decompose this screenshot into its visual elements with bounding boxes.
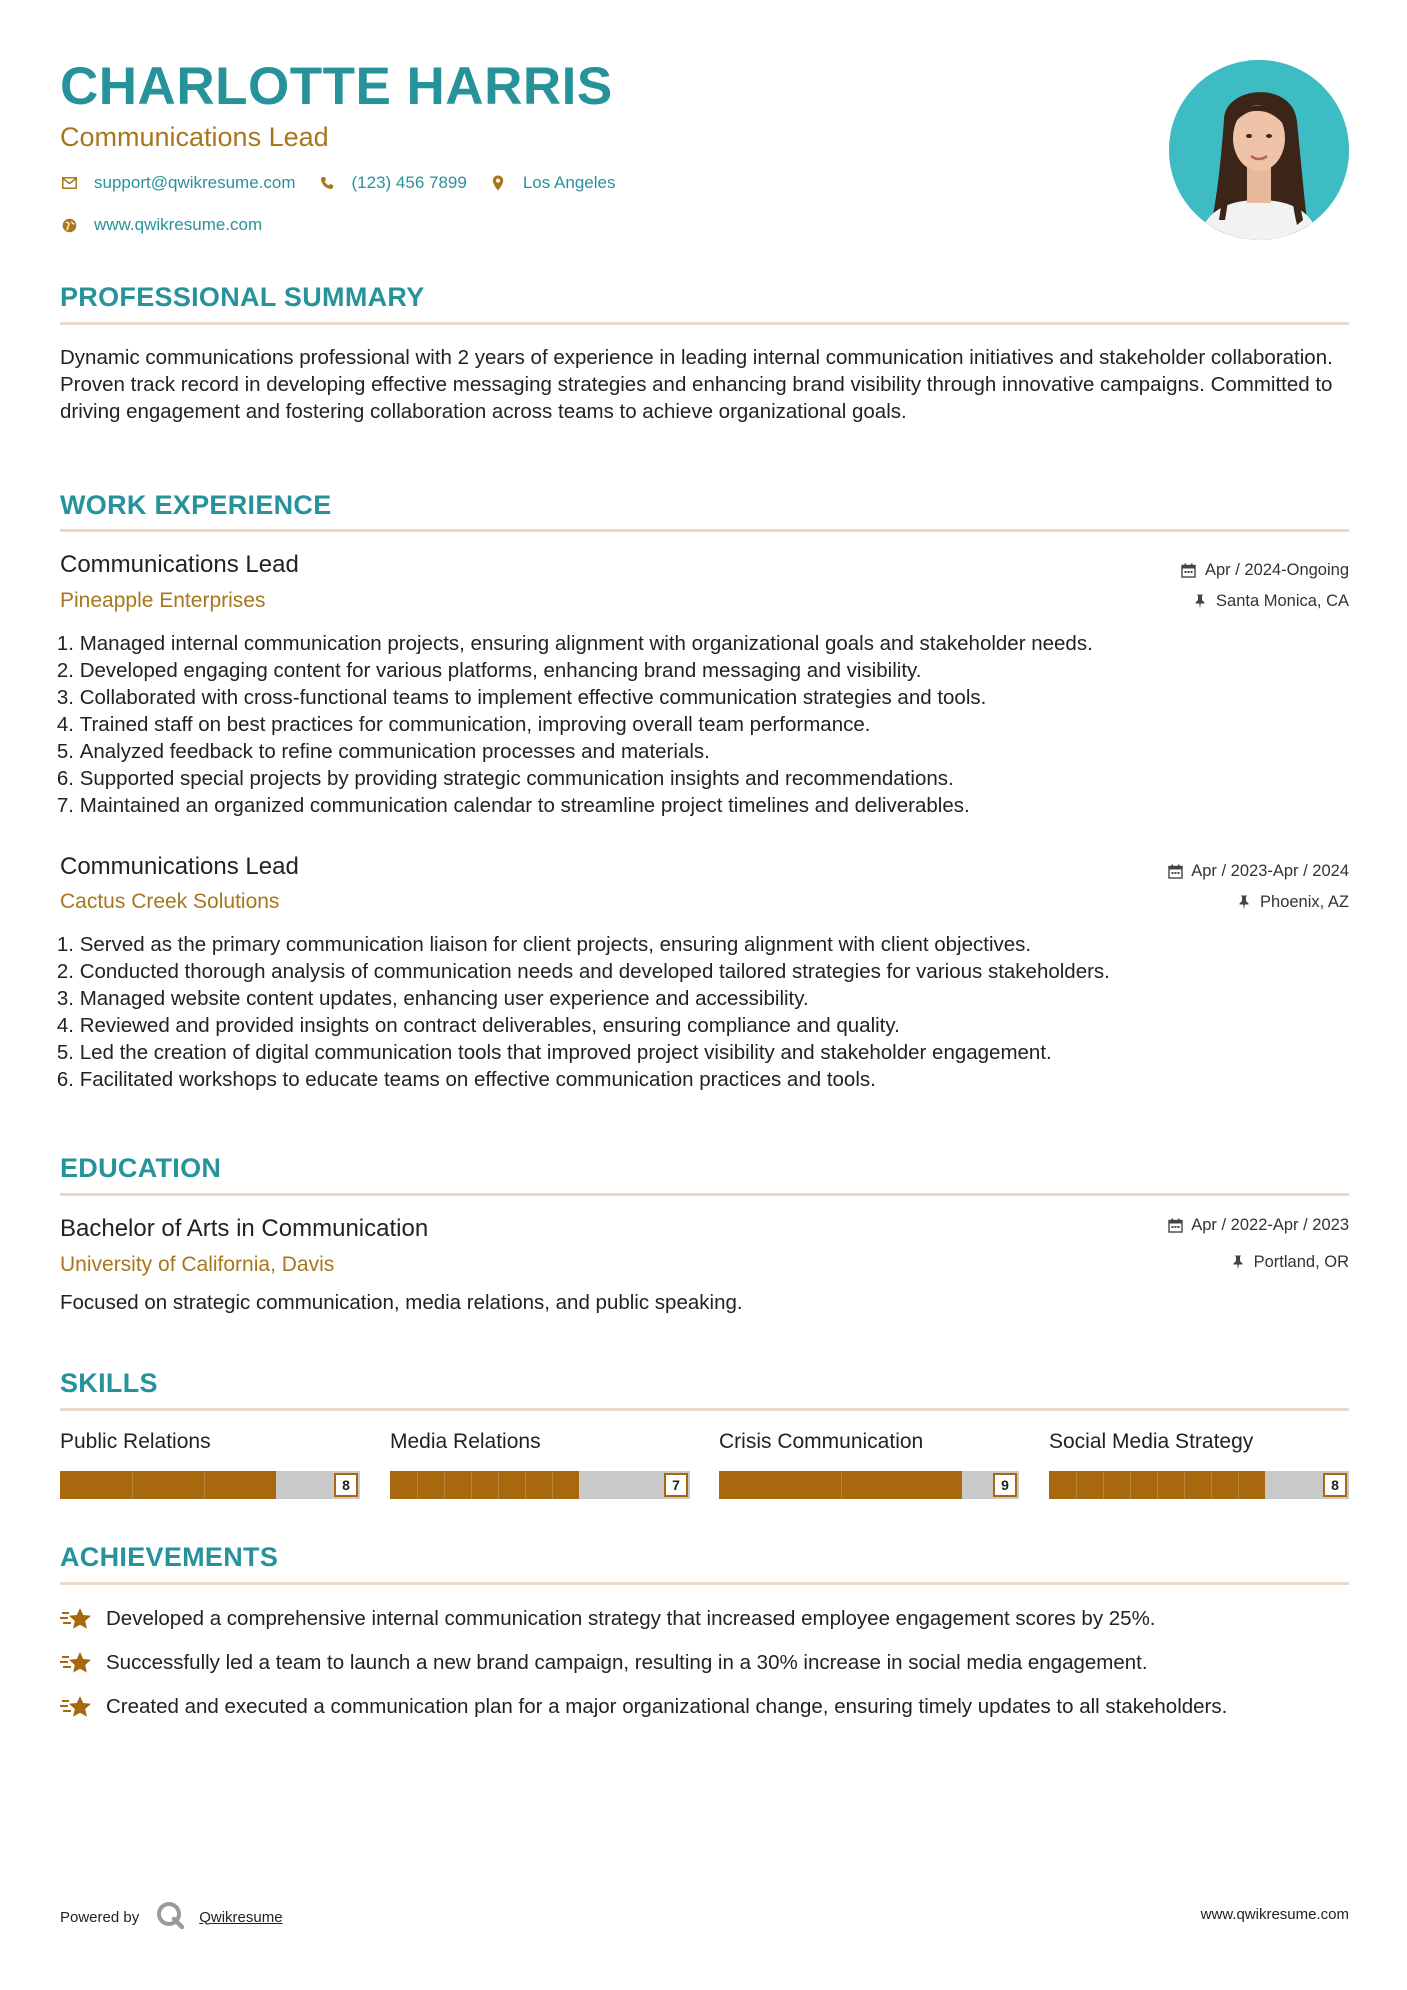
- map-pin-icon: [489, 174, 507, 192]
- profile-photo: [1169, 60, 1349, 240]
- education-dates: [1167, 1216, 1349, 1235]
- footer-powered-by: [60, 1900, 283, 1934]
- candidate-role: Communications Lead: [60, 122, 329, 152]
- list-item: 1. Served as the primary communication liaison for client projects, ensuring alignment with client objectives.: [56, 933, 1032, 956]
- skill-item: [1049, 1430, 1349, 1493]
- email-text: support@qwikresume.com: [94, 173, 296, 192]
- skill-bar-segment: [204, 1471, 205, 1499]
- skill-item: [719, 1430, 1019, 1493]
- qwikresume-logo-icon: [155, 1900, 185, 1934]
- section-title-achievements: ACHIEVEMENTS: [60, 1542, 279, 1572]
- contact-phone[interactable]: [318, 173, 467, 193]
- achievement-text: Created and executed a communication plan for a major organizational change, ensuring timely updates to all stakeholders.: [106, 1695, 1228, 1718]
- skill-bar: [1049, 1471, 1349, 1499]
- skill-bar-fill: [60, 1471, 276, 1499]
- calendar-icon: [1181, 563, 1197, 579]
- achievement-text: Successfully led a team to launch a new brand campaign, resulting in a 30% increase in social media engagement.: [106, 1651, 1148, 1674]
- skill-bar-segment: [1103, 1471, 1104, 1499]
- job-bullets: [56, 630, 1349, 819]
- calendar-icon: [1167, 864, 1183, 880]
- skill-bar-segment: [841, 1471, 842, 1499]
- skill-bar-fill: [719, 1471, 962, 1499]
- pushpin-icon: [1192, 594, 1208, 610]
- skill-name: Media Relations: [390, 1430, 541, 1453]
- education-location: [1230, 1253, 1349, 1272]
- list-item: 7. Maintained an organized communication calendar to streamline project timelines and deliverables.: [56, 794, 970, 817]
- education-school: University of California, Davis: [60, 1253, 335, 1276]
- candidate-name: CHARLOTTE HARRIS: [60, 57, 613, 116]
- skill-level-badge: 9: [993, 1473, 1017, 1497]
- list-item: 1. Managed internal communication projects, ensuring alignment with organizational goals and stakeholder needs.: [56, 632, 1093, 655]
- skill-name: Crisis Communication: [719, 1430, 924, 1453]
- resume-page: [56, 0, 1349, 1990]
- location-text: Los Angeles: [522, 173, 616, 192]
- star-icon: [60, 1649, 94, 1677]
- section-title-experience: WORK EXPERIENCE: [60, 490, 332, 520]
- section-title-skills: SKILLS: [60, 1368, 158, 1398]
- achievement-text: Developed a comprehensive internal communication strategy that increased employee engagement scores by 25%.: [106, 1607, 1156, 1630]
- list-item: 2. Conducted thorough analysis of communication needs and developed tailored strategies for various stakeholders.: [56, 960, 1110, 983]
- job-company: Pineapple Enterprises: [60, 589, 266, 612]
- list-item: 2. Developed engaging content for various platforms, enhancing brand messaging and visibility.: [56, 659, 922, 682]
- calendar-icon: [1167, 1218, 1183, 1234]
- education-location-text: Portland, OR: [1253, 1253, 1349, 1271]
- star-icon: [60, 1693, 94, 1721]
- envelope-icon: [60, 174, 78, 192]
- job-dates: [1181, 561, 1349, 580]
- qwikresume-link[interactable]: Qwikresume: [199, 1908, 283, 1926]
- job-bullets: [56, 931, 1349, 1093]
- pushpin-icon: [1230, 1255, 1246, 1271]
- skill-name: Social Media Strategy: [1049, 1430, 1254, 1453]
- achievement-item: [60, 1693, 1349, 1721]
- job-dates: [1167, 862, 1349, 881]
- education-dates-text: Apr / 2022-Apr / 2023: [1191, 1216, 1349, 1234]
- education-degree: Bachelor of Arts in Communication: [60, 1215, 429, 1242]
- job-company: Cactus Creek Solutions: [60, 890, 280, 913]
- phone-text: (123) 456 7899: [351, 173, 467, 192]
- skill-level-badge: 8: [334, 1473, 358, 1497]
- job-dates-text: Apr / 2023-Apr / 2024: [1191, 862, 1349, 880]
- skill-bar-segment: [1238, 1471, 1239, 1499]
- skill-bar-segment: [132, 1471, 133, 1499]
- skill-bar-segment: [1157, 1471, 1158, 1499]
- skill-level-badge: 8: [1323, 1473, 1347, 1497]
- contact-row-website: [60, 215, 284, 235]
- skill-level-badge: 7: [664, 1473, 688, 1497]
- website-text: www.qwikresume.com: [94, 215, 263, 234]
- education-description: Focused on strategic communication, media relations, and public speaking.: [60, 1291, 743, 1314]
- section-divider: [60, 1193, 1349, 1196]
- list-item: 3. Managed website content updates, enhancing user experience and accessibility.: [56, 987, 809, 1010]
- skill-bar: [390, 1471, 690, 1499]
- achievement-item: [60, 1605, 1349, 1633]
- list-item: 6. Facilitated workshops to educate teams on effective communication practices and tools.: [56, 1068, 876, 1091]
- skill-bar: [719, 1471, 1019, 1499]
- job-title: Communications Lead: [60, 853, 299, 880]
- skill-bar-segment: [1076, 1471, 1077, 1499]
- section-divider: [60, 1408, 1349, 1411]
- skill-bar-segment: [525, 1471, 526, 1499]
- footer-website[interactable]: www.qwikresume.com: [1200, 1906, 1349, 1923]
- globe-icon: [60, 216, 78, 234]
- list-item: 5. Analyzed feedback to refine communication processes and materials.: [56, 740, 710, 763]
- contact-location: [489, 173, 616, 193]
- summary-text: Dynamic communications professional with 2 years of experience in leading internal communication initiatives and stakeholder collaboration. Proven track record in developing effective messaging strategies and enhancing brand visibility through innovative campaigns. Committed to driving engagement and fostering collaboration across teams to achieve organizational goals.: [60, 346, 1333, 423]
- list-item: 6. Supported special projects by providing strategic communication insights and recommendations.: [56, 767, 954, 790]
- section-title-summary: PROFESSIONAL SUMMARY: [60, 282, 425, 312]
- skill-item: [60, 1430, 360, 1493]
- job-dates-text: Apr / 2024-Ongoing: [1204, 561, 1349, 579]
- pushpin-icon: [1236, 895, 1252, 911]
- achievement-item: [60, 1649, 1349, 1677]
- powered-by-label: Powered by: [60, 1908, 140, 1926]
- contact-website[interactable]: [60, 215, 262, 235]
- skill-bar-segment: [498, 1471, 499, 1499]
- job-location-text: Santa Monica, CA: [1216, 592, 1349, 610]
- skill-bar-segment: [471, 1471, 472, 1499]
- skill-bar-fill: [1049, 1471, 1265, 1499]
- skill-bar-segment: [417, 1471, 418, 1499]
- skill-name: Public Relations: [60, 1430, 211, 1453]
- section-divider: [60, 529, 1349, 532]
- skill-bar-segment: [1130, 1471, 1131, 1499]
- star-icon: [60, 1605, 94, 1633]
- skill-bar-segment: [1184, 1471, 1185, 1499]
- section-divider: [60, 322, 1349, 325]
- job-location: [1192, 592, 1349, 611]
- job-title: Communications Lead: [60, 551, 299, 578]
- section-title-education: EDUCATION: [60, 1153, 222, 1183]
- skill-bar-segment: [552, 1471, 553, 1499]
- contact-email[interactable]: [60, 173, 296, 193]
- skill-bar-segment: [1211, 1471, 1212, 1499]
- skill-item: [390, 1430, 690, 1493]
- job-location: [1236, 893, 1349, 912]
- skill-bar: [60, 1471, 360, 1499]
- job-location-text: Phoenix, AZ: [1260, 893, 1349, 911]
- skill-bar-segment: [444, 1471, 445, 1499]
- phone-icon: [318, 174, 336, 192]
- contact-row: [60, 173, 637, 193]
- skill-bar-fill: [390, 1471, 579, 1499]
- list-item: 4. Reviewed and provided insights on contract deliverables, ensuring compliance and quality.: [56, 1014, 900, 1037]
- list-item: 5. Led the creation of digital communication tools that improved project visibility and stakeholder engagement.: [56, 1041, 1052, 1064]
- list-item: 4. Trained staff on best practices for communication, improving overall team performance.: [56, 713, 871, 736]
- section-divider: [60, 1582, 1349, 1585]
- list-item: 3. Collaborated with cross-functional teams to implement effective communication strategies and tools.: [56, 686, 987, 709]
